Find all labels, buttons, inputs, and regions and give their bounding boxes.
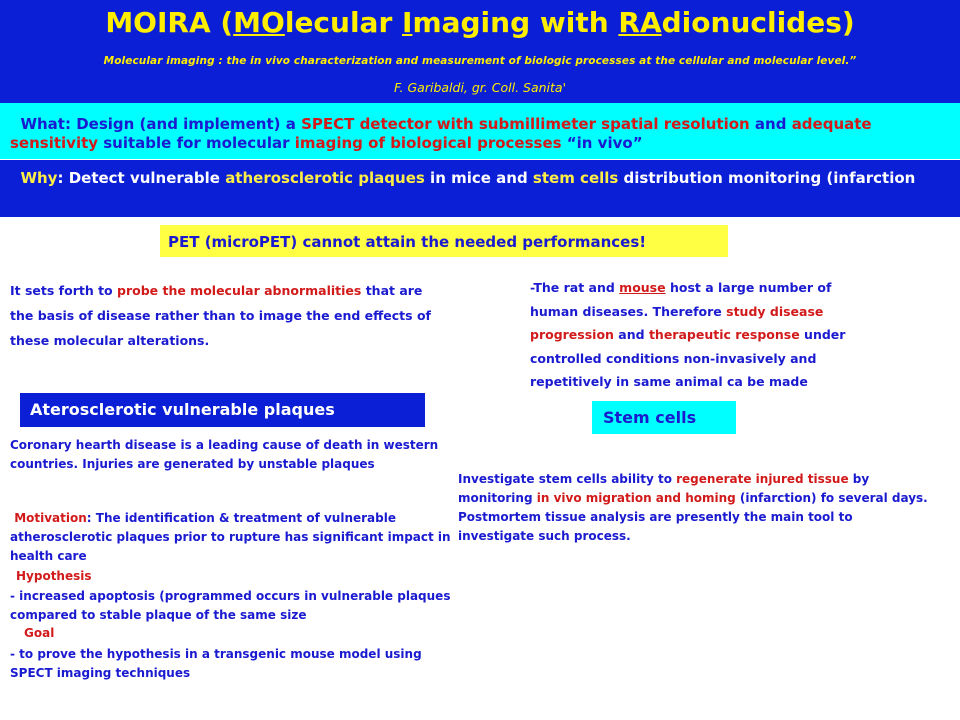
goal-label: Goal <box>24 626 55 640</box>
pet-callout-text: PET (microPET) cannot attain the needed performances! <box>168 233 647 251</box>
author-line: F. Garibaldi, gr. Coll. Sanita' <box>393 80 567 95</box>
coronary-paragraph: Coronary hearth disease is a leading cause of death in western countries. Injuries are generated by unstable plaques <box>10 438 439 471</box>
stem-cells-paragraph: Investigate stem cells ability to regenerate injured tissue by monitoring in vivo migration and homing (infarction) fo several days. Postmortem tissue analysis are presently the main tool to investigate such process. <box>458 472 928 543</box>
rat-mouse-paragraph: -The rat and mouse host a large number of human diseases. Therefore study disease progression and therapeutic response under controlled conditions non-invasively and repetitively in same animal ca be made <box>530 280 846 389</box>
athero-heading: Aterosclerotic vulnerable plaques <box>30 400 335 419</box>
stem-heading: Stem cells <box>603 408 697 427</box>
page-title: MOIRA (MOlecular Imaging with RAdionuclides) <box>105 6 855 39</box>
hypothesis-label: Hypothesis <box>16 569 92 583</box>
why-statement: Why: Detect vulnerable atherosclerotic plaques in mice and stem cells distribution monitoring (infarction <box>20 169 916 187</box>
hypothesis-text: - increased apoptosis (programmed occurs in vulnerable plaques compared to stable plaque of the same size <box>10 589 451 622</box>
subtitle: Molecular imaging : the in vivo characterization and measurement of biologic processes at the cellular and molecular level.” <box>103 55 857 67</box>
motivation-paragraph: Motivation: The identification & treatment of vulnerable atherosclerotic plaques prior to rupture has significant impact in health care <box>10 511 451 563</box>
probe-paragraph: It sets forth to probe the molecular abnormalities that are the basis of disease rather than to image the end effects of these molecular alterations. <box>10 283 431 348</box>
goal-text: - to prove the hypothesis in a transgenic mouse model using SPECT imaging techniques <box>10 647 422 680</box>
what-statement: What: Design (and implement) a SPECT detector with submillimeter spatial resolution and adequate sensitivity suitable for molecular imaging of biological processes “in vivo” <box>10 115 872 152</box>
